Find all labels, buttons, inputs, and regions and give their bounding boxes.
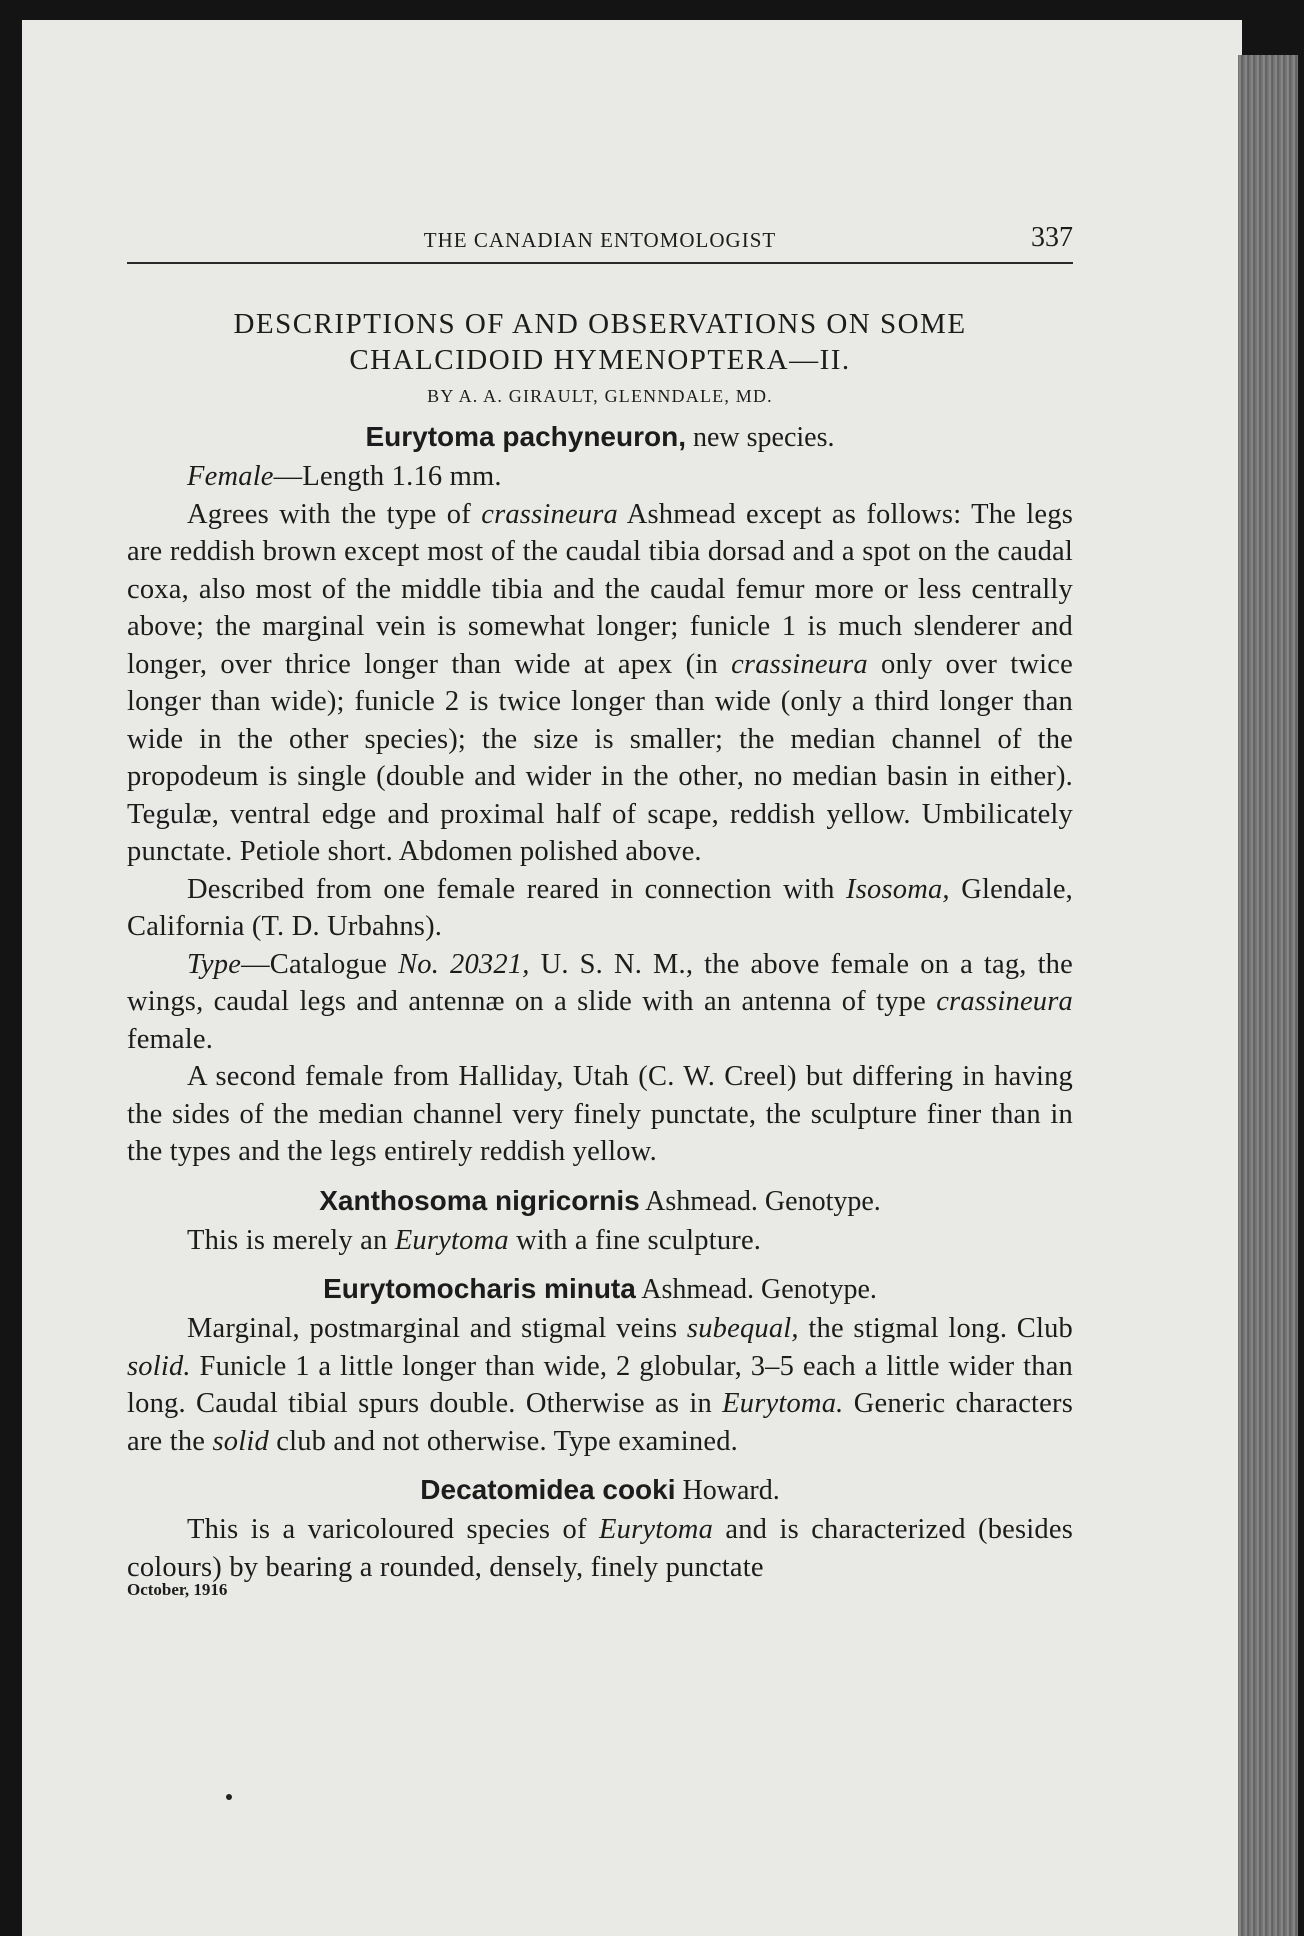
book-edge — [1238, 55, 1298, 1936]
byline: BY A. A. GIRAULT, GLENNDALE, MD. — [427, 386, 773, 406]
species-suffix: Ashmead. Genotype. — [635, 1274, 877, 1305]
source-paragraph: Described from one female reared in connection with Isosoma, Glendale, California (T. D. Urbahns). — [127, 873, 1074, 942]
type-paragraph: Type—Catalogue No. 20321, U. S. N. M., the above female on a tag, the wings, caudal legs and antennæ on a slide with an antenna of type crassineura female. — [127, 948, 1073, 1055]
species-name: Eurytomocharis minuta — [323, 1273, 636, 1304]
description-paragraph: This is a varicoloured species of Eurytoma and is characterized (besides colours) by bearing a rounded, densely, finely punctate — [127, 1514, 1074, 1583]
running-head — [127, 222, 1073, 264]
description-paragraph: This is merely an Eurytoma with a fine sculpture. — [187, 1224, 762, 1256]
second-female-paragraph: A second female from Halliday, Utah (C. W. Creel) but differing in having the sides of the median channel very finely punctate, the sculpture finer than in the types and the legs entirely reddish yellow. — [127, 1061, 1073, 1167]
page-number: 337 — [1031, 222, 1073, 253]
ink-speck — [226, 1794, 232, 1800]
journal-title: THE CANADIAN ENTOMOLOGIST — [423, 228, 777, 252]
page-content — [127, 222, 1073, 1600]
species-heading — [127, 1181, 1073, 1222]
description-paragraph: Agrees with the type of crassineura Ashmead except as follows: The legs are reddish brown except most of the caudal tibia dorsad and a spot on the caudal coxa, also most of the middle tibia and the caudal femur more or less centrally above; the marginal vein is somewhat longer; funicle 1 is much slenderer and longer, over thrice longer than wide at apex (in crassineura only over twice longer than wide); funicle 2 is twice longer than wide (only a third longer than wide in the other species); the size is smaller; the median channel of the propodeum is single (double and wider in the other, no median basin in either). Tegulæ, ventral edge and proximal half of scape, reddish yellow. Umbilicately punctate. Petiole short. Abdomen polished above. — [127, 498, 1073, 867]
issue-date: October, 1916 — [127, 1580, 228, 1599]
species-name: Decatomidea cooki — [420, 1474, 676, 1505]
article-title-line-2: CHALCIDOID HYMENOPTERA—II. — [349, 344, 851, 376]
female-label: Female — [187, 461, 274, 492]
species-name: Eurytoma pachyneuron, — [365, 421, 686, 452]
species-suffix: Howard. — [675, 1475, 780, 1506]
female-length-paragraph: Female—Length 1.16 mm. — [187, 461, 502, 492]
description-paragraph: Marginal, postmarginal and stigmal veins subequal, the stigmal long. Club solid. Funicle 1 a little longer than wide, 2 globular, 3–5 each a little wider than long. Caudal tibial spurs double. Otherwise as in Eurytoma. Generic characters are the solid club and not otherwise. Type examined. — [127, 1313, 1074, 1457]
species-name: Xanthosoma nigricornis — [319, 1184, 640, 1216]
species-heading — [127, 1470, 1073, 1511]
species-suffix: new species. — [686, 422, 835, 453]
article-title — [127, 306, 1073, 378]
species-heading — [127, 417, 1073, 458]
species-suffix: Ashmead. Genotype. — [639, 1185, 881, 1217]
article-title-line-1: DESCRIPTIONS OF AND OBSERVATIONS ON SOME — [233, 308, 967, 340]
species-heading — [127, 1269, 1073, 1310]
